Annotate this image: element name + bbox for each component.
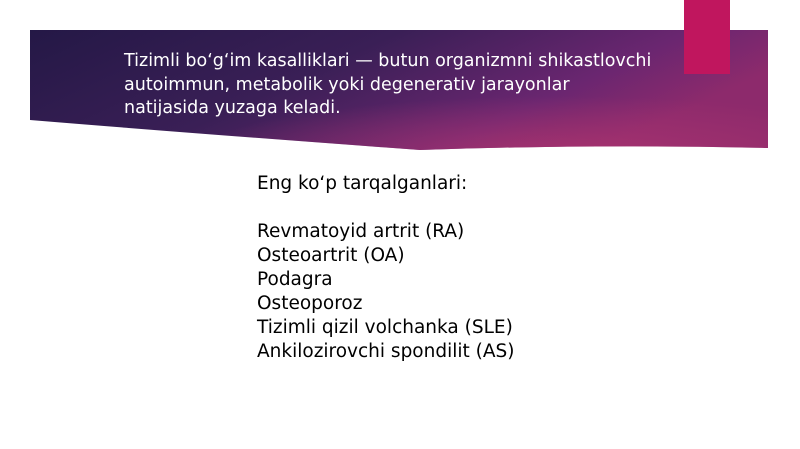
list-item: Revmatoyid artrit (RA) — [257, 221, 465, 242]
list-item: Ankilozirovchi spondilit (AS) — [257, 341, 515, 362]
title-line-1: Tizimli bo‘g‘im kasalliklari — butun organizmni shikastlovchi — [124, 51, 652, 71]
list-item: Osteoporoz — [257, 293, 363, 314]
list-item: Osteoartrit (OA) — [257, 245, 405, 266]
slide-body — [257, 172, 737, 364]
list-item: Podagra — [257, 269, 333, 290]
list-item: Tizimli qizil volchanka (SLE) — [257, 317, 513, 338]
title-line-2: autoimmun, metabolik yoki degenerativ jarayonlar — [124, 74, 570, 95]
body-heading: Eng ko‘p tarqalganlari: — [257, 173, 468, 194]
slide-title — [124, 50, 704, 121]
disease-list — [257, 220, 737, 364]
title-line-3: natijasida yuzaga keladi. — [124, 98, 341, 118]
